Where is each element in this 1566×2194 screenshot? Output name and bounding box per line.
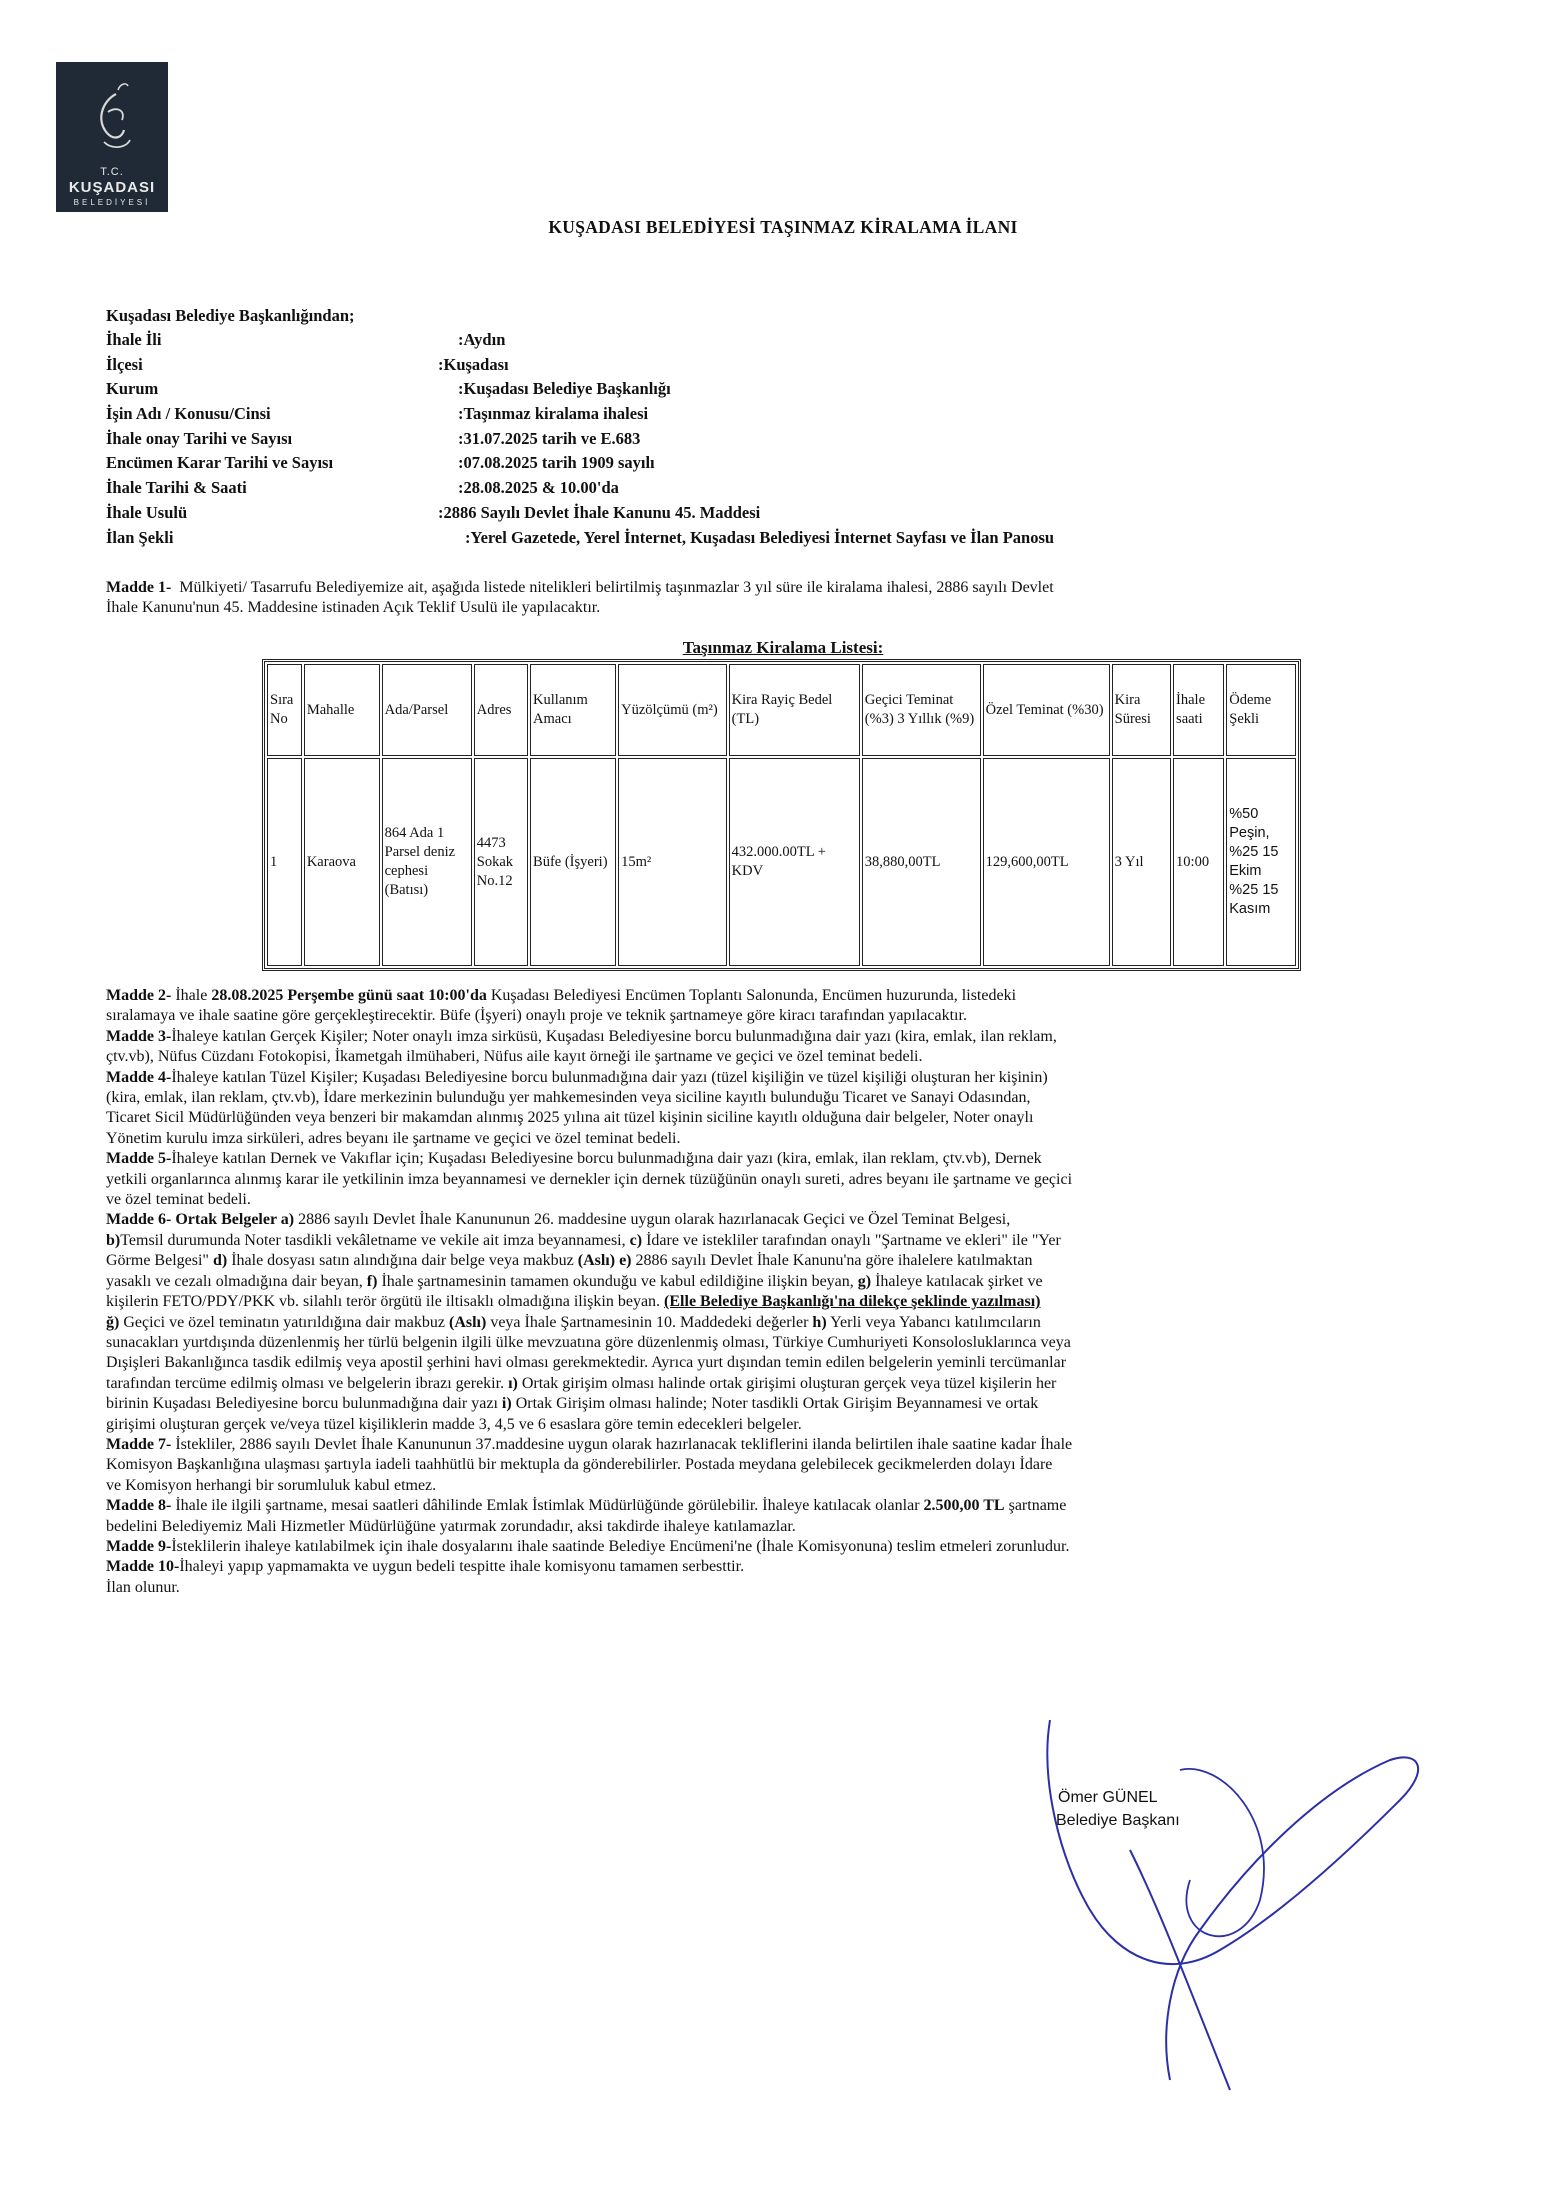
signature-name: Ömer GÜNEL [1058,1789,1158,1806]
header-label: Encümen Karar Tarihi ve Sayısı [106,453,334,472]
header-value: :07.08.2025 tarih 1909 sayılı [458,453,655,472]
th-kira-suresi: Kira Süresi [1112,664,1171,756]
td-ihale-saati: 10:00 [1173,758,1224,966]
header-value: :Yerel Gazetede, Yerel İnternet, Kuşadası Belediyesi İnternet Sayfası ve İlan Panosu [465,528,1055,547]
th-ada-parsel: Ada/Parsel [382,664,472,756]
body-line: Dışişleri Bakanlığınca tasdik edilmiş veya apostil şerhini havi olması gerekmektedir. Ayrıca yurt dışından temin edilen belgelerin yeminli tercümanlar [106,1354,1067,1372]
header-label: İlçesi [106,355,143,374]
td-kira-suresi: 3 Yıl [1112,758,1171,966]
property-table [262,659,1301,971]
body-line: Madde 10-İhaleyi yapıp yapmamakta ve uygun bedeli tespitte ihale komisyonu tamamen serbesttir. [106,1558,745,1576]
body-line: Madde 4-İhaleye katılan Tüzel Kişiler; Kuşadası Belediyesine borcu bulunmadığına dair yazı (tüzel kişiliğin ve tüzel kişiliği oluşturan her kişinin) [106,1068,1048,1086]
header-label: Kuşadası Belediye Başkanlığından; [106,306,355,325]
body-line: Madde 7- İstekliler, 2886 sayılı Devlet İhale Kanununun 37.maddesine uygun olarak hazırlanacak tekliflerini ilanda belirtilen ihale saatine kadar İhale [106,1435,1073,1453]
header-label: İhale onay Tarihi ve Sayısı [106,429,293,448]
logo-name: KUŞADASI [68,179,156,196]
td-sira: 1 [267,758,302,966]
body-line: yetkili organlarınca alınmış karar ile yetkilinin imza beyannamesi ve dernekler için dernek tüzüğünün onaylı sureti, adres beyanı ile şartname ve geçici [106,1170,1073,1188]
td-mahalle: Karaova [304,758,380,966]
body-line: Madde 8- İhale ile ilgili şartname, mesai saatleri dâhilinde Emlak İstimlak Müdürlüğünde görülebilir. İhaleye katılacak olanlar 2.500,00 TL şartname [106,1497,1067,1515]
td-kullanim: Büfe (İşyeri) [530,758,616,966]
th-odeme: Ödeme Şekli [1226,664,1296,756]
header-value: :31.07.2025 tarih ve E.683 [458,429,641,448]
table-header-row [267,664,1296,756]
header-value: :Kuşadası Belediye Başkanlığı [458,379,671,398]
th-kira-bedel: Kira Rayiç Bedel (TL) [729,664,860,756]
body-line: Komisyon Başkanlığına ulaşması şartıyla iadeli taahhütlü bir mektupla da gönderebilirler. Postada meydana gelebilecek gecikmelerden dolayı İdare [106,1456,1053,1474]
td-kira-bedel: 432.000.00TL + KDV [729,758,860,966]
body-line: Madde 3-İhaleye katılan Gerçek Kişiler; Noter onaylı imza sirküsü, Kuşadası Belediyesine borcu bulunmadığına dair yazı (kira, emlak, ilan reklam, [106,1027,1057,1045]
logo-sub: BELEDİYESİ [73,198,151,207]
body-line: sıralamaya ve ihale saatine göre gerçekleştirecektir. Büfe (İşyeri) onaylı proje ve teknik şartnameye göre kiracı tarafından yapılacaktır. [106,1007,967,1025]
body-line: Yönetim kurulu imza sirküleri, adres beyanı ile şartname ve geçici ve özel teminat bedeli. [106,1129,681,1147]
th-mahalle: Mahalle [304,664,380,756]
header-value: :Kuşadası [438,355,509,374]
madde-1-label: Madde 1- [106,579,172,596]
body-line: İlan olunur. [106,1578,180,1596]
body-line: ğ) Geçici ve özel teminatın yatırıldığına dair makbuz (Aslı) veya İhale Şartnamesinin 10. Maddedeki değerler h) Yerli veya Yabancı katılımcıların [106,1313,1041,1331]
body-line: Madde 2- İhale 28.08.2025 Perşembe günü saat 10:00'da Kuşadası Belediyesi Encümen Toplantı Salonunda, Encümen huzurunda, listedeki [106,987,1017,1004]
th-gecici-teminat: Geçici Teminat (%3) 3 Yıllık (%9) [862,664,981,756]
body-line: Görme Belgesi" d) İhale dosyası satın alındığına dair belge veya makbuz (Aslı) e) 2886 sayılı Devlet İhale Kanunu'na göre ihalelere katılmaktan [106,1252,1033,1270]
body-line: Madde 5-İhaleye katılan Dernek ve Vakıflar için; Kuşadası Belediyesine borcu bulunmadığına dair yazı (kira, emlak, ilan reklam, çtv.vb), Dernek [106,1150,1042,1168]
body-line: birinin Kuşadası Belediyesine borcu bulunmadığına dair yazı i) Ortak Girişim olması halinde; Noter tasdikli Ortak Girişim Beyannamesi ve ortak [106,1395,1039,1413]
body-line: Madde 6- Ortak Belgeler a) 2886 sayılı Devlet İhale Kanununun 26. maddesine uygun olarak hazırlanacak Geçici ve Özel Teminat Belgesi, [106,1211,1011,1229]
body-line: tarafından tercüme edilmiş olması ve belgelerin ibrazı gerekir. ı) Ortak girişim olması halinde ortak girişimi oluşturan gerçek veya tüzel kişilerin her [106,1374,1057,1392]
handwritten-signature [1020,1700,1460,2120]
header-label: Kurum [106,379,159,398]
header-label: İşin Adı / Konusu/Cinsi [106,404,271,423]
header-value: :28.08.2025 & 10.00'da [458,478,619,497]
table-title: Taşınmaz Kiralama Listesi: [682,638,884,657]
td-odeme: %50 Peşin, %25 15 Ekim %25 15 Kasım [1226,758,1296,966]
th-sira: Sıra No [267,664,302,756]
body-line: bedelini Belediyemiz Mali Hizmetler Müdürlüğüne yatırmak zorundadır, aksi takdirde ihaleye katılamazlar. [106,1517,796,1535]
table-row [267,758,1296,966]
th-adres: Adres [474,664,528,756]
header-label: İhale Tarihi & Saati [106,478,247,497]
header-value: :Aydın [458,330,506,349]
header-value: :2886 Sayılı Devlet İhale Kanunu 45. Maddesi [438,503,761,522]
logo-emblem-icon [56,72,168,172]
body-line: ve Komisyon herhangi bir sorumluluk kabul etmez. [106,1476,437,1494]
td-ada-parsel: 864 Ada 1 Parsel deniz cephesi (Batısı) [382,758,472,966]
signature-role: Belediye Başkanı [1056,1812,1180,1829]
body-line: Ticaret Sicil Müdürlüğünden veya benzeri bir makamdan alınmış 2025 yılına ait tüzel kişinin siciline kayıtlı olduğuna dair belgeler, Noter onaylı [106,1109,1034,1127]
body-line: Madde 9-İsteklilerin ihaleye katılabilmek için ihale dosyalarını ihale saatinde Belediye Encümeni'ne (İhale Komisyonuna) teslim etmeleri zorunludur. [106,1537,1070,1555]
logo-tc: T.C. [100,166,124,178]
madde-1-line-1: Mülkiyeti/ Tasarrufu Belediyemize ait, aşağıda listede nitelikleri belirtilmiş taşınmazlar 3 yıl süre ile kiralama ihalesi, 2886 sayılı Devlet [179,579,1054,596]
body-line: (kira, emlak, ilan reklam, çtv.vb), İdare merkezinin bulunduğu yer mahkemesinden veya siciline kayıtlı bulunduğu Ticaret ve Sanayi Odasından, [106,1089,1031,1107]
th-ozel-teminat: Özel Teminat (%30) [983,664,1110,756]
body-line: b)Temsil durumunda Noter tasdikli vekâletname ve vekile ait imza beyannamesi, c) İdare ve istekliler tarafından onaylı "Şartname ve ekleri" ile "Yer [106,1231,1061,1249]
th-yuzolcumu: Yüzölçümü (m²) [618,664,727,756]
body-line: kişilerin FETO/PDY/PKK vb. silahlı terör örgütü ile iltisaklı olmadığına ilişkin beyan. (Elle Belediye Başkanlığı'na dilekçe şeklinde yazılması) [106,1293,1041,1311]
madde-1-line-2: İhale Kanunu'nun 45. Maddesine istinaden Açık Teklif Usulü ile yapılacaktır. [106,599,601,617]
td-gecici-teminat: 38,880,00TL [862,758,981,966]
header-label: İlan Şekli [106,528,174,547]
td-adres: 4473 Sokak No.12 [474,758,528,966]
body-line: ve özel teminat bedeli. [106,1191,251,1209]
body-line: çtv.vb), Nüfus Cüzdanı Fotokopisi, İkametgah ilmühaberi, Nüfus aile kayıt örneği ile şartname ve geçici ve özel teminat bedeli. [106,1048,923,1066]
body-line: yasaklı ve cezalı olmadığına dair beyan, f) İhale şartnamesinin tamamen okunduğu ve kabul edildiğine ilişkin beyan, g) İhaleye katılacak şirket ve [106,1272,1043,1290]
body-line: girişimi oluşturan gerçek ve/veya tüzel kişiliklerin madde 3, 4,5 ve 6 esaslara göre temin edecekleri belgeler. [106,1415,802,1433]
header-label: İhale Usulü [106,503,188,522]
td-ozel-teminat: 129,600,00TL [983,758,1110,966]
header-value: :Taşınmaz kiralama ihalesi [458,404,649,423]
madde-1 [106,578,1466,619]
td-yuzolcumu: 15m² [618,758,727,966]
body-text [106,986,1466,1598]
th-ihale-saati: İhale saati [1173,664,1224,756]
municipality-logo [56,62,168,212]
header-label: İhale İli [106,330,162,349]
th-kullanim: Kullanım Amacı [530,664,616,756]
body-line: sunacakları yurtdışında düzenlenmiş her türlü belgenin ilgili ülke mevzuatına göre düzenlenmiş olması, Türkiye Cumhuriyeti Konsolosluklarınca veya [106,1333,1071,1351]
page-title: KUŞADASI BELEDİYESİ TAŞINMAZ KİRALAMA İLANI [548,217,1018,237]
